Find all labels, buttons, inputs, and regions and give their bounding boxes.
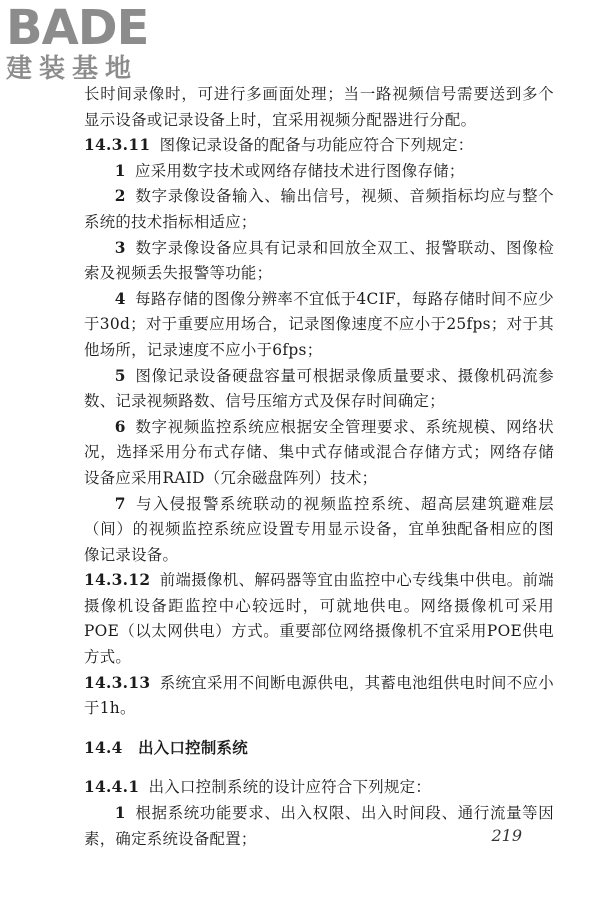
section-heading-14-4: 14.4 出入口控制系统	[84, 738, 248, 757]
watermark-subtitle: 建装基地	[6, 54, 139, 84]
list-item: 6 数字视频监控系统应根据安全管理要求、系统规模、网络状况，选择采用分布式存储、集中式存储或混合存储方式；网络存储设备应采用RAID（冗余磁盘阵列）技术；	[84, 417, 554, 487]
list-item: 2 数字录像设备输入、输出信号，视频、音频指标均应与整个系统的技术指标相适应；	[84, 187, 554, 231]
clause-14-4-1: 14.4.1 出入口控制系统的设计应符合下列规定：	[84, 778, 432, 797]
list-item: 3 数字录像设备应具有记录和回放全双工、报警联动、图像检索及视频丢失报警等功能；	[84, 238, 554, 283]
list-item: 5 图像记录设备硬盘容量可根据录像质量要求、摄像机码流参数、记录视频路数、信号压缩方式及保存时间确定；	[84, 366, 554, 411]
clause-14-3-13: 14.3.13 系统宜采用不间断电源供电，其蓄电池组供电时间不应小于1h。	[84, 673, 554, 718]
clause-14-3-12: 14.3.12 前端摄像机、解码器等宜由监控中心专线集中供电。前端摄像机设备距监控中心较远时，可就地供电。网络摄像机可采用POE（以太网供电）方式。重要部位网络摄像机不宜采用POE供电方式。	[84, 571, 554, 667]
watermark-brand: BADE	[6, 0, 149, 56]
document-body	[84, 82, 554, 852]
clause-14-3-11: 14.3.11 图像记录设备的配备与功能应符合下列规定：	[84, 136, 474, 155]
page-number: 219	[491, 826, 522, 845]
list-item: 1 应采用数字技术或网络存储技术进行图像存储；	[114, 161, 465, 180]
list-item: 7 与入侵报警系统联动的视频监控系统、超高层建筑避难层（间）的视频监控系统应设置专用显示设备，宜单独配备相应的图像记录设备。	[84, 494, 554, 564]
list-item: 4 每路存储的图像分辨率不宜低于4CIF，每路存储时间不应少于30d；对于重要应用场合，记录图像速度不应小于25fps；对于其他场所，记录速度不应小于6fps；	[84, 289, 554, 359]
list-item: 1 根据系统功能要求、出入权限、出入时间段、通行流量等因素，确定系统设备配置；	[84, 804, 554, 848]
paragraph-continuation: 长时间录像时，可进行多画面处理；当一路视频信号需要送到多个显示设备或记录设备上时，宜采用视频分配器进行分配。	[84, 85, 554, 129]
